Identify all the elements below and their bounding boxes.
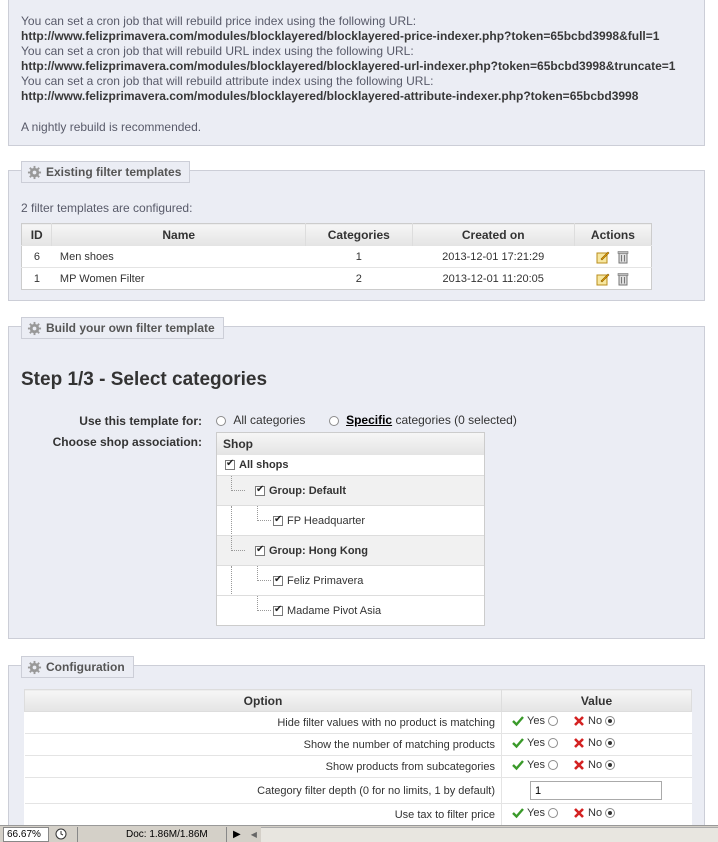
row-actions xyxy=(574,268,651,290)
col-id: ID xyxy=(22,224,52,246)
option-use-tax: Use tax to filter price xyxy=(25,804,502,826)
cron-url-text: You can set a cron job that will rebuild URL index using the following URL: xyxy=(21,44,414,58)
value-category-depth xyxy=(502,778,692,804)
cron-price-url[interactable]: http://www.felizprimavera.com/modules/blocklayered/blocklayered-price-indexer.php?token=65bcbd3998&full=1 xyxy=(21,29,660,43)
check-icon xyxy=(512,807,524,819)
option-hide-filter-values: Hide filter values with no product is matching xyxy=(25,712,502,734)
specific-categories-radio[interactable] xyxy=(329,416,339,426)
yes-option xyxy=(512,715,558,727)
tree-connector xyxy=(231,476,245,491)
templates-count: 2 filter templates are configured: xyxy=(21,201,193,215)
play-arrow-icon[interactable]: ▶ xyxy=(233,828,241,840)
existing-templates-legend xyxy=(21,161,190,183)
tree-shop-feliz-primavera xyxy=(217,565,484,595)
configuration-title: Configuration xyxy=(46,660,125,674)
table-row xyxy=(22,268,652,290)
tree-shop-fp-headquarter xyxy=(217,505,484,535)
no-radio[interactable] xyxy=(605,808,615,818)
scroll-left-icon[interactable]: ◀ xyxy=(250,829,257,839)
cross-icon xyxy=(573,759,585,771)
yes-radio[interactable] xyxy=(548,808,558,818)
option-show-number: Show the number of matching products xyxy=(25,734,502,756)
table-row xyxy=(25,778,692,804)
no-label: No xyxy=(588,807,603,819)
cron-attr-url[interactable]: http://www.felizprimavera.com/modules/blocklayered/blocklayered-attribute-indexer.php?token=65bcbd3998 xyxy=(21,89,639,103)
templates-table xyxy=(21,223,652,290)
yes-radio[interactable] xyxy=(548,738,558,748)
yes-radio[interactable] xyxy=(548,760,558,770)
yes-label: Yes xyxy=(527,737,545,749)
use-template-options xyxy=(216,413,517,427)
gear-icon xyxy=(27,165,42,180)
col-name: Name xyxy=(52,224,306,246)
all-shops-label: All shops xyxy=(239,459,289,471)
build-template-title: Build your own filter template xyxy=(46,321,215,335)
option-show-subcategories: Show products from subcategories xyxy=(25,756,502,778)
edit-icon[interactable] xyxy=(596,272,610,286)
build-template-panel xyxy=(8,321,705,639)
no-label: No xyxy=(588,759,603,771)
table-row xyxy=(25,734,692,756)
cron-price-text: You can set a cron job that will rebuild price index using the following URL: xyxy=(21,14,417,28)
gear-icon xyxy=(27,660,42,675)
build-template-legend xyxy=(21,317,224,339)
cron-attr-text: You can set a cron job that will rebuild attribute index using the following URL: xyxy=(21,74,434,88)
tree-group-default xyxy=(217,475,484,505)
feliz-primavera-checkbox[interactable] xyxy=(273,576,283,586)
col-created: Created on xyxy=(412,224,574,246)
madame-pivot-checkbox[interactable] xyxy=(273,606,283,616)
tree-connector xyxy=(231,536,245,551)
edit-icon[interactable] xyxy=(596,250,610,264)
check-icon xyxy=(512,715,524,727)
tree-group-hongkong xyxy=(217,535,484,565)
row-categories: 2 xyxy=(306,268,413,290)
tree-connector xyxy=(231,506,232,536)
shop-tree-header: Shop xyxy=(217,433,484,455)
yes-option xyxy=(512,737,558,749)
gear-icon xyxy=(27,321,42,336)
existing-templates-title: Existing filter templates xyxy=(46,165,182,179)
tree-shop-madame-pivot xyxy=(217,595,484,625)
existing-templates-panel xyxy=(8,165,705,301)
no-option xyxy=(573,759,615,771)
no-option xyxy=(573,715,615,727)
all-shops-checkbox[interactable] xyxy=(225,460,235,470)
cron-info-panel xyxy=(8,0,705,146)
col-actions: Actions xyxy=(574,224,651,246)
group-hongkong-checkbox[interactable] xyxy=(255,546,265,556)
all-categories-radio[interactable] xyxy=(216,416,226,426)
row-created: 2013-12-01 17:21:29 xyxy=(412,246,574,268)
check-icon xyxy=(512,759,524,771)
no-label: No xyxy=(588,715,603,727)
shop-tree xyxy=(216,432,485,626)
clock-icon[interactable] xyxy=(55,828,67,840)
row-created: 2013-12-01 11:20:05 xyxy=(412,268,574,290)
all-categories-label: All categories xyxy=(233,413,306,427)
cross-icon xyxy=(573,807,585,819)
no-option xyxy=(573,807,615,819)
tree-connector xyxy=(231,566,232,596)
specific-link[interactable]: Specific xyxy=(346,413,393,427)
configuration-panel xyxy=(8,660,705,835)
tree-connector xyxy=(257,506,271,521)
table-row xyxy=(25,756,692,778)
yes-label: Yes xyxy=(527,807,545,819)
specific-categories-label: categories (0 selected) xyxy=(395,413,517,427)
yes-label: Yes xyxy=(527,759,545,771)
col-value: Value xyxy=(502,690,692,712)
yes-label: Yes xyxy=(527,715,545,727)
configuration-table xyxy=(24,689,692,826)
status-bar xyxy=(0,825,718,842)
cron-url-url[interactable]: http://www.felizprimavera.com/modules/blocklayered/blocklayered-url-indexer.php?token=65bcbd3998&truncate=1 xyxy=(21,59,676,73)
table-row xyxy=(22,246,652,268)
group-default-label: Group: Default xyxy=(269,484,346,497)
nightly-note: A nightly rebuild is recommended. xyxy=(21,120,202,134)
col-categories: Categories xyxy=(306,224,413,246)
row-name: MP Women Filter xyxy=(52,268,306,290)
group-hongkong-label: Group: Hong Kong xyxy=(269,544,368,557)
configuration-legend xyxy=(21,656,134,678)
table-row xyxy=(25,804,692,826)
group-default-checkbox[interactable] xyxy=(255,486,265,496)
value-use-tax xyxy=(502,804,692,826)
row-id: 6 xyxy=(22,246,52,268)
delete-icon[interactable] xyxy=(616,272,630,286)
delete-icon[interactable] xyxy=(616,250,630,264)
no-radio[interactable] xyxy=(605,760,615,770)
yes-option xyxy=(512,759,558,771)
madame-pivot-label: Madame Pivot Asia xyxy=(287,604,382,617)
no-label: No xyxy=(588,737,603,749)
value-show-subcategories xyxy=(502,756,692,778)
cross-icon xyxy=(573,715,585,727)
value-show-number xyxy=(502,734,692,756)
row-actions xyxy=(574,246,651,268)
step-title: Step 1/3 - Select categories xyxy=(21,369,268,390)
horizontal-scrollbar[interactable] xyxy=(261,827,718,842)
category-depth-input[interactable] xyxy=(530,781,662,800)
shop-association-label: Choose shop association: xyxy=(52,435,202,449)
no-option xyxy=(573,737,615,749)
use-template-label: Use this template for: xyxy=(79,414,202,428)
fp-headquarter-label: FP Headquarter xyxy=(287,514,366,527)
check-icon xyxy=(512,737,524,749)
value-hide-filter-values xyxy=(502,712,692,734)
no-radio[interactable] xyxy=(605,716,615,726)
yes-option xyxy=(512,807,558,819)
table-row xyxy=(25,712,692,734)
feliz-primavera-label: Feliz Primavera xyxy=(287,574,364,587)
doc-size: Doc: 1.86M/1.86M xyxy=(77,827,227,842)
row-id: 1 xyxy=(22,268,52,290)
zoom-level[interactable]: 66.67% xyxy=(3,827,49,842)
tree-connector xyxy=(257,596,271,611)
col-option: Option xyxy=(25,690,502,712)
no-radio[interactable] xyxy=(605,738,615,748)
fp-headquarter-checkbox[interactable] xyxy=(273,516,283,526)
option-category-depth: Category filter depth (0 for no limits, 1 by default) xyxy=(25,778,502,804)
row-name: Men shoes xyxy=(52,246,306,268)
all-shops-row xyxy=(225,459,289,471)
tree-connector xyxy=(257,566,271,581)
row-categories: 1 xyxy=(306,246,413,268)
yes-radio[interactable] xyxy=(548,716,558,726)
cross-icon xyxy=(573,737,585,749)
